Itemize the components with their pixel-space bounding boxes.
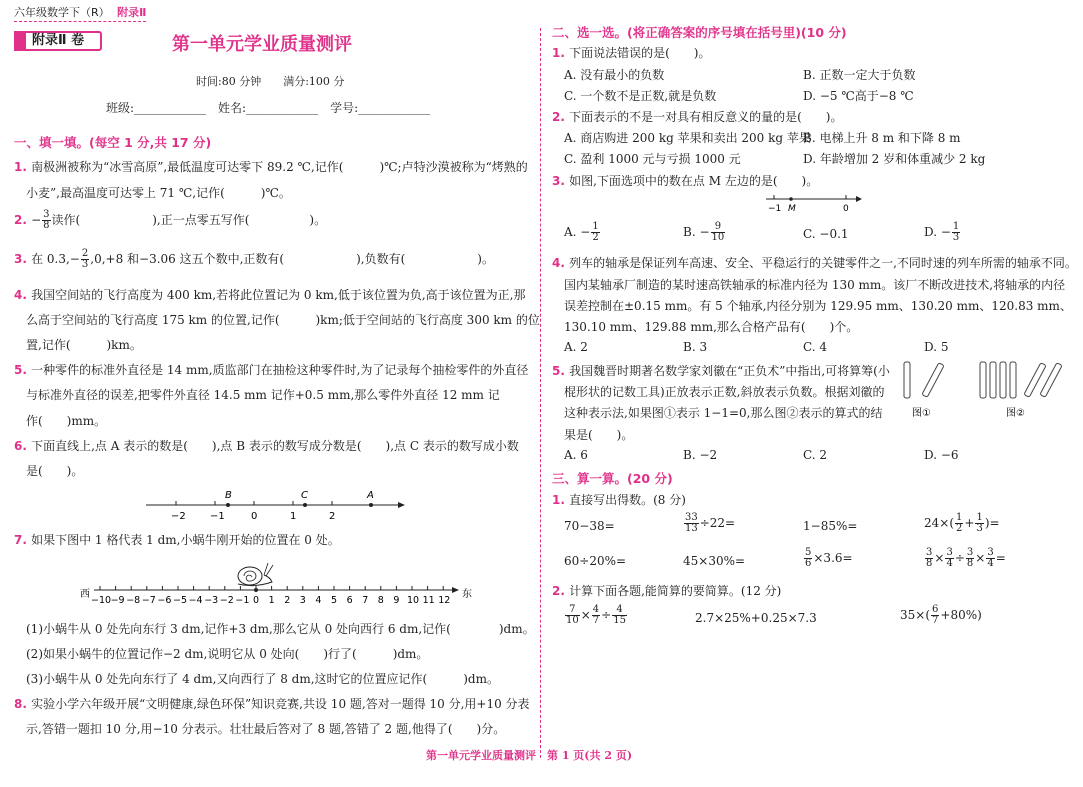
q4-line3: 置,记作( )km。 (26, 338, 142, 352)
q4-line1: 4. 我国空间站的飞行高度为 400 km,若将此位置记为 0 km,低于该位置为负,高于该位置为正,那 (14, 288, 526, 302)
q5-line1: 5. 一种零件的标准外直径是 14 mm,质监部门在抽检这种零件时,为了记录每个抽检零件的外直径 (14, 363, 529, 377)
calc-6: 45×30%= (683, 554, 746, 568)
r-q5-option-d: D. −6 (924, 448, 959, 462)
tick-label: −3 (204, 595, 219, 606)
tick-label: 7 (362, 595, 369, 606)
tick-label: 2 (329, 511, 336, 522)
r-q4-option-d: D. 5 (924, 340, 949, 354)
running-header (14, 4, 146, 22)
tick-label: −7 (141, 595, 156, 606)
r-q4-line1: 4. 列车的轴承是保证列车高速、安全、平稳运行的关键零件之一,不同时速的列车所需的轴承不同。 (552, 256, 1077, 270)
tick-label: −6 (157, 595, 172, 606)
r-q4-option-c: C. 4 (803, 340, 828, 354)
q6-ticks (176, 501, 332, 505)
q5-line2: 与标准外直径的误差,把零件外直径 14.5 mm 记作+0.5 mm,那么零件外直径 12 mm 记 (26, 388, 500, 402)
r-q3-number-line (762, 190, 866, 214)
expr-1: $\frac{7}{10}$ × $\frac{4}{7}$ ÷ $\frac{4}{15}$ (566, 604, 626, 626)
r-q5-option-c: C. 2 (803, 448, 828, 462)
r-q1-option-a: A. 没有最小的负数 (564, 68, 665, 82)
section-1-heading: 一、填一填。(每空 1 分,共 17 分) (14, 135, 212, 150)
column-divider (540, 28, 541, 758)
tick-label: 11 (422, 595, 435, 606)
fraction: $\frac{2}{3}$ (81, 248, 89, 270)
section-2-heading: 二、选一选。(将正确答案的序号填在括号里)(10 分) (552, 25, 847, 40)
q6-line1: 6. 下面直线上,点 A 表示的数是( ),点 B 表示的数写成分数是( ),点 C 表示的数写成小数 (14, 439, 519, 453)
r-q1-option-d: D. −5 ℃高于−8 ℃ (803, 89, 914, 103)
fig2-label: 图② (1006, 408, 1025, 419)
r-q3-option-d: D. − $\frac{1}{3}$ (924, 221, 960, 243)
tick-label: 3 (299, 595, 306, 606)
calc-4: 24×( $\frac{1}{2}$ + $\frac{1}{3}$ )= (924, 512, 1000, 534)
r-q5-option-b: B. −2 (683, 448, 718, 462)
r-q1: 1. 下面说法错误的是( )。 (552, 46, 711, 60)
tick-label: −1 (210, 511, 225, 522)
calc-2: $\frac{33}{13}$ ÷22= (685, 512, 736, 534)
r-q4-line4: 130.10 mm、129.88 mm,那么合格产品有( )个。 (564, 320, 859, 334)
r-q2-option-d: D. 年龄增加 2 岁和体重减少 2 kg (803, 152, 986, 166)
tick-label: 10 (407, 595, 420, 606)
q2-line: 2. − $\frac{3}{8}$ 读作( ),正一点零五写作( )。 (14, 209, 327, 231)
r-q2: 2. 下面表示的不是一对具有相反意义的量的是( )。 (552, 110, 843, 124)
q7-number-line (78, 555, 478, 610)
expr-2: 2.7×25%+0.25×7.3 (695, 611, 817, 625)
r-q3-option-a: A. − $\frac{1}{2}$ (564, 221, 599, 243)
r-q3-label-neg1: −1 (768, 204, 782, 214)
page-footer: 第一单元学业质量测评 第 1 页(共 2 页) (426, 749, 633, 762)
q7-sub2: (2)如果小蜗牛的位置记作−2 dm,说明它从 0 处向( )行了( )dm。 (26, 647, 429, 661)
r-s2-heading: 2. 计算下面各题,能简算的要简算。(12 分) (552, 584, 782, 598)
tick-label: 5 (331, 595, 338, 606)
r-q1-option-c: C. 一个数不是正数,就是负数 (564, 89, 717, 103)
q7-line: 7. 如果下图中 1 格代表 1 dm,小蜗牛刚开始的位置在 0 处。 (14, 533, 340, 547)
tick-label: 6 (346, 595, 353, 606)
tick-label: 9 (393, 595, 400, 606)
fig1-label: 图① (912, 408, 931, 419)
r-q3: 3. 如图,下面选项中的数在点 M 左边的是( )。 (552, 174, 819, 188)
q7-sub3: (3)小蜗牛从 0 处先向东行了 4 dm,又向西行了 8 dm,这时它的位置应记作( )dm。 (26, 672, 499, 686)
r-s1-heading: 1. 直接写出得数。(8 分) (552, 493, 686, 507)
r-q3-option-b: B. − $\frac{9}{10}$ (683, 221, 725, 243)
r-q4-line2: 国内某轴承厂制造的某时速高铁轴承的标准内径为 130 mm。该厂不断改进技术,将轴承的内径 (564, 278, 1066, 292)
q6-line2: 是( )。 (26, 464, 84, 478)
point-a (369, 503, 373, 507)
expr-3: 35×( $\frac{6}{7}$ +80%) (900, 604, 982, 626)
figure-2-rods (980, 362, 1062, 398)
tick-label: −9 (110, 595, 125, 606)
q8-line2: 示,答错一题扣 10 分,用−10 分表示。壮壮最后答对了 8 题,答错了 2 题,他得了( )分。 (26, 722, 506, 736)
r-q3-label-m: M (788, 204, 796, 214)
tick-label: 0 (253, 595, 260, 606)
calc-3: 1−85%= (803, 519, 858, 533)
q1-line1: 1. 南极洲被称为“冰雪高原”,最低温度可达零下 89.2 ℃,记作( )℃;卢特沙漠被称为“烤熟的 (14, 160, 528, 174)
fraction: $\frac{3}{8}$ (43, 209, 50, 231)
q1-line2: 小麦”,最高温度可达零上 71 ℃,记作( )℃。 (26, 186, 291, 200)
calc-1: 70−38= (564, 519, 615, 533)
tick-label: 8 (377, 595, 384, 606)
r-q5-line1: 5. 我国魏晋时期著名数学家刘徽在“正负术”中指出,可将算筹(小 (552, 364, 890, 378)
tick-label: −2 (171, 511, 186, 522)
r-q2-option-c: C. 盈利 1000 元与亏损 1000 元 (564, 152, 741, 166)
tick-label: −5 (173, 595, 188, 606)
tick-label: 1 (290, 511, 297, 522)
r-q1-option-b: B. 正数一定大于负数 (803, 68, 916, 82)
q6-number-line (140, 487, 410, 523)
r-q5-option-a: A. 6 (564, 448, 588, 462)
grade-label: 六年级数学下（R） (14, 6, 110, 19)
calc-8: $\frac{3}{8}$ × $\frac{3}{4}$ ÷ $\frac{3}{8}$ × $\frac{3}{4}$ = (926, 547, 1006, 569)
r-q5-line4: 果是( )。 (564, 428, 634, 442)
tick-label: −8 (126, 595, 141, 606)
calc-7: $\frac{5}{6}$ ×3.6= (805, 547, 853, 569)
point-c-label: C (301, 490, 308, 501)
calc-5: 60÷20%= (564, 554, 627, 568)
tick-label: 4 (315, 595, 322, 606)
tick-label: 12 (438, 595, 451, 606)
time-score-line: 时间:80 分钟 满分:100 分 (196, 75, 345, 88)
counting-rods-figures (898, 358, 1068, 422)
q7-ticks (91, 586, 450, 606)
r-q5-line3: 这种表示法,如果图①表示 1−1=0,那么图②表示的算式的结 (564, 406, 883, 420)
q4-line2: 么高于空间站的飞行高度 175 km 的位置,记作( )km;低于空间站的飞行高度 300 km 的位 (26, 313, 540, 327)
origin-point (254, 588, 258, 592)
point-c (303, 503, 307, 507)
point-b (226, 503, 230, 507)
west-label: 西 (80, 589, 90, 600)
point-a-label: A (367, 490, 374, 501)
r-q2-option-b: B. 电梯上升 8 m 和下降 8 m (803, 131, 961, 145)
tick-label: −2 (219, 595, 234, 606)
appendix-badge: 附录Ⅱ 卷 (14, 31, 102, 51)
figure-1-rods (904, 362, 944, 398)
tick-label: 2 (284, 595, 291, 606)
q8-line1: 8. 实验小学六年级开展“文明健康,绿色环保”知识竞赛,共设 10 题,答对一题得 10 分,用+10 分表 (14, 697, 530, 711)
tick-label: −1 (235, 595, 250, 606)
tick-label: −4 (188, 595, 203, 606)
east-label: 东 (462, 589, 472, 600)
snail-icon (238, 563, 273, 586)
r-q2-option-a: A. 商店购进 200 kg 苹果和卖出 200 kg 苹果 (564, 131, 811, 145)
q5-line3: 作( )mm。 (26, 414, 107, 428)
tick-label: −10 (91, 595, 112, 606)
tick-label: 0 (251, 511, 258, 522)
section-label: 附录Ⅱ (117, 6, 147, 19)
student-info-line: 班级:____________ 姓名:____________ 学号:____________ (106, 101, 431, 115)
r-q5-line2: 棍形状的记数工具)正放表示正数,斜放表示负数。根据刘徽的 (564, 385, 885, 399)
r-q4-option-a: A. 2 (564, 340, 588, 354)
r-q4-option-b: B. 3 (683, 340, 708, 354)
point-b-label: B (225, 490, 232, 501)
page-title: 第一单元学业质量测评 (172, 34, 352, 55)
r-q4-line3: 误差控制在±0.15 mm。有 5 个轴承,内径分别为 129.95 mm、130.20 mm、120.83 mm、 (564, 299, 1072, 313)
r-q3-option-c: C. −0.1 (803, 227, 849, 241)
q7-sub1: (1)小蜗牛从 0 处先向东行 3 dm,记作+3 dm,那么它从 0 处向西行 6 dm,记作( )dm。 (26, 622, 535, 636)
q3-line: 3. 在 0.3,− $\frac{2}{3}$ ,0,+8 和−3.06 这五个数中,正数有( ),负数有( )。 (14, 248, 494, 270)
tick-label: 1 (268, 595, 275, 606)
r-q3-label-0: 0 (843, 204, 849, 214)
section-3-heading: 三、算一算。(20 分) (552, 471, 673, 486)
